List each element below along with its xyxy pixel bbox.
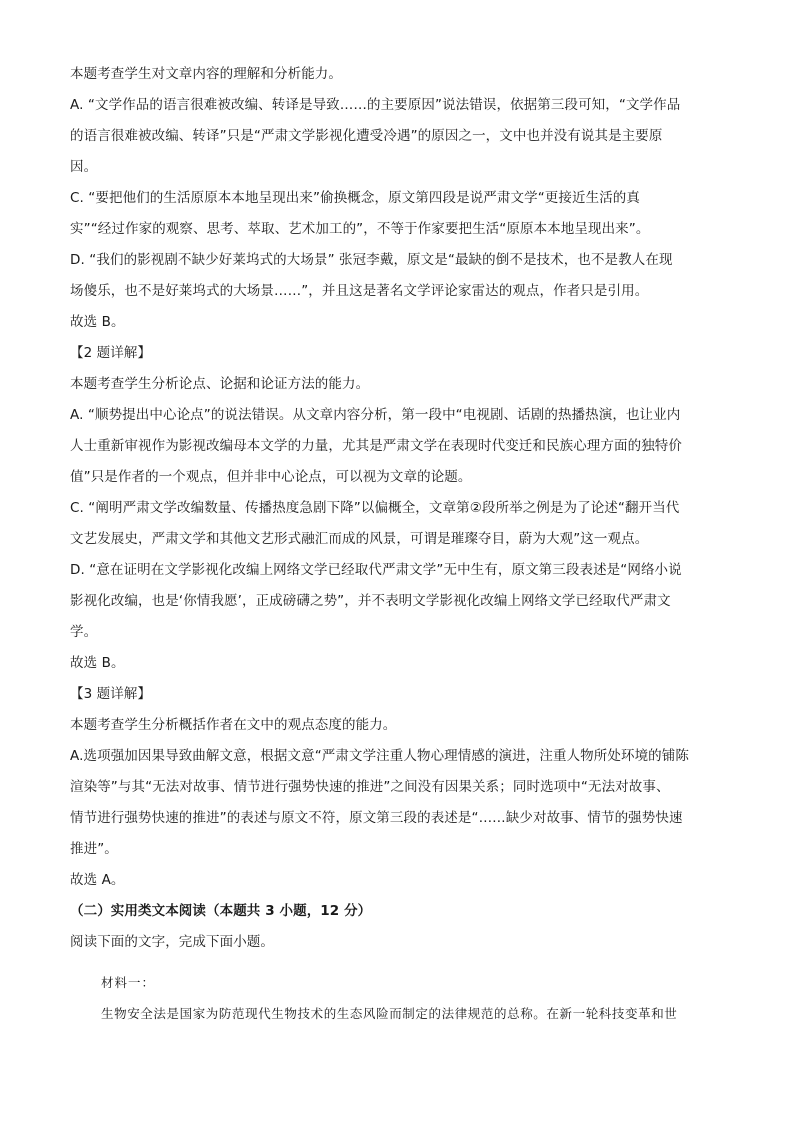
text-line: 的语言很难被改编、转译”只是“严肃文学影视化遭受冷遇”的原因之一，文中也并没有说其是主要原: [70, 128, 663, 144]
text-line: 本题考查学生分析概括作者在文中的观点态度的能力。: [70, 717, 397, 733]
instruction-line: 阅读下面的文字，完成下面小题。: [70, 934, 274, 950]
text-line: 文艺发展史，严肃文学和其他文艺形式融汇而成的风景，可谓是璀璨夺目，蔚为大观”这一观点。: [70, 531, 649, 547]
section-heading: 【2 题详解】: [70, 345, 152, 361]
part-heading: （二）实用类文本阅读（本题共 3 小题，12 分）: [70, 903, 372, 919]
text-line: 影视化改编，也是‘你情我愿’，正成磅礴之势”，并不表明文学影视化改编上网络文学已经取代严肃文: [70, 593, 671, 609]
text-line: A. “文学作品的语言很难被改编、转译是导致……的主要原因”说法错误，依据第三段可知，“文学作品: [70, 97, 681, 113]
material-body: 生物安全法是国家为防范现代生物技术的生态风险而制定的法律规范的总称。在新一轮科技变革和世: [101, 1006, 678, 1021]
text-line: A.选项强加因果导致曲解文意，根据文意“严肃文学注重人物心理情感的演进，注重人物所处环境的铺陈: [70, 748, 689, 764]
text-line: 实”“经过作家的观察、思考、萃取、艺术加工的”，不等于作家要把生活“原原本本地呈现出来”。: [70, 221, 650, 237]
text-line: 渲染等”与其“无法对故事、情节进行强势快速的推进”之间没有因果关系；同时选项中“无法对故事、: [70, 779, 670, 795]
text-line: C. “阐明严肃文学改编数量、传播热度急剧下降”以偏概全，文章第②段所举之例是为了论述“翻开当代: [70, 500, 680, 516]
text-line: 场傻乐，也不是好莱坞式的大场景……”，并且这是著名文学评论家雷达的观点，作者只是引用。: [70, 283, 649, 299]
text-line: 学。: [70, 624, 98, 640]
answer-line: 故选 B。: [70, 314, 125, 330]
text-line: 情节进行强势快速的推进”的表述与原文不符，原文第三段的表述是“……缺少对故事、情节的强势快速: [70, 810, 683, 826]
text-line: 值”只是作者的一个观点，但并非中心论点，可以视为文章的论题。: [70, 469, 472, 485]
text-line: A. “顺势提出中心论点”的说法错误。从文章内容分析，第一段中“电视剧、话剧的热播热演，也让业内: [70, 407, 681, 423]
text-line: C. “要把他们的生活原原本本地呈现出来”偷换概念，原文第四段是说严肃文学“更接近生活的真: [70, 190, 640, 206]
text-line: 推进”。: [70, 841, 118, 857]
answer-explanation: [70, 59, 726, 958]
section-heading: 【3 题详解】: [70, 686, 152, 702]
answer-line: 故选 B。: [70, 655, 125, 671]
material-title: 材料一：: [101, 975, 156, 990]
text-line: D. “我们的影视剧不缺少好莱坞式的大场景” 张冠李戴，原文是“最缺的倒不是技术，也不是教人在现: [70, 252, 673, 268]
text-line: 人士重新审视作为影视改编母本文学的力量，尤其是严肃文学在表现时代变迁和民族心理方面的独特价: [70, 438, 682, 454]
text-line: D. “意在证明在文学影视化改编上网络文学已经取代严肃文学”无中生有，原文第三段表述是“网络小说: [70, 562, 682, 578]
text-line: 因。: [70, 159, 98, 175]
text-line: 本题考查学生分析论点、论据和论证方法的能力。: [70, 376, 370, 392]
answer-line: 故选 A。: [70, 872, 125, 888]
text-line: 本题考查学生对文章内容的理解和分析能力。: [70, 66, 342, 82]
